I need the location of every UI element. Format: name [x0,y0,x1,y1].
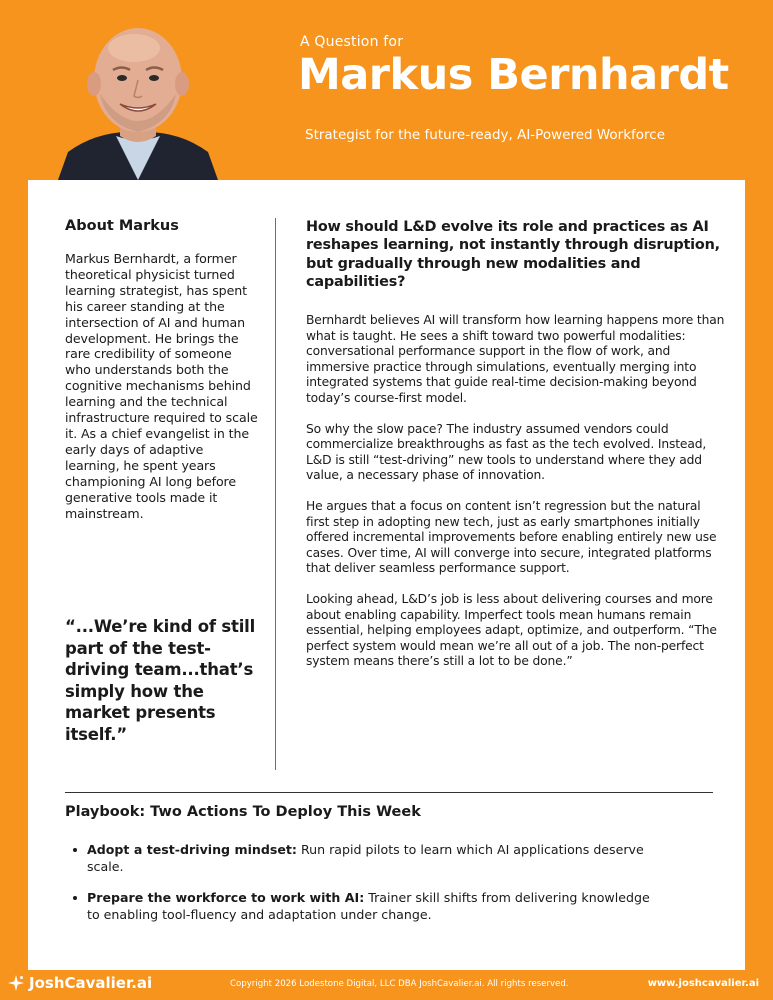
header-kicker: A Question for [300,34,404,50]
header [0,0,773,180]
content-card [28,180,745,970]
brand-logo[interactable] [8,974,152,992]
website-link[interactable]: www.joshcavalier.ai [647,978,759,989]
main-paragraph: He argues that a focus on content isn’t regression but the natural first step in adopting new tech, just as early smartphones initially offered incremental improvements before enabling entirely new use cases. Over time, AI will converge into secure, integrated platforms that deliver seamless performance support. [306,499,717,576]
header-tagline: Strategist for the future-ready, AI-Powered Workforce [305,127,666,143]
list-item [65,842,665,875]
sparkle-icon [8,975,24,991]
main-paragraph: Bernhardt believes AI will transform how learning happens more than what is taught. He sees a shift toward two powerful modalities: conversational performance support in the flow of work, and immersive practice through simulations, eventually merging into integrated systems that guide real-time decision-making beyond today’s course-first model. [306,313,725,405]
main-paragraph: So why the slow pace? The industry assumed vendors could commercialize breakthroughs as fast as the tech evolved. Instead, L&D is still “test-driving” new tools to understand where they add value, a necessary phase of innovation. [306,421,707,483]
main-paragraph: Looking ahead, L&D’s job is less about delivering courses and more about enabling capability. Imperfect tools mean humans remain essential, helping employees adapt, optimize, and outperform. “The perfect system would mean we’re all out of a job. The non-perfect system means there’s still a lot to be done.” [306,592,717,669]
playbook-section [65,804,715,938]
playbook-list [65,842,715,923]
brand-logo-text: JoshCavalier.ai [29,974,153,992]
about-body: Markus Bernhardt, a former theoretical physicist turned learning strategist, has spent his career standing at the intersection of AI and human development. He brings the rare credibility of someone who understands both the cognitive mechanisms behind learning and the technical infrastructure required to scale it. As a chief evangelist in the early days of adaptive learning, he spent years championing AI long before generative tools made it mainstream. [65,251,258,521]
playbook-item-text: Run rapid pilots to learn which AI applications deserve scale. [87,842,644,874]
copyright-text: Copyright 2026 Lodestone Digital, LLC DBA JoshCavalier.ai. All rights reserved. [230,979,569,989]
playbook-item-text: Trainer skill shifts from delivering knowledge to enabling tool-fluency and adaptation under change. [87,890,650,922]
page-title: Markus Bernhardt [298,50,729,100]
list-item [65,890,665,923]
playbook-heading: Playbook: Two Actions To Deploy This Week [65,804,421,820]
pull-quote: “...We’re kind of still part of the test-driving team...that’s simply how the market presents itself.” [65,617,256,744]
question-heading: How should L&D evolve its role and practices as AI reshapes learning, not instantly through disruption, but gradually through new modalities and capabilities? [306,219,720,290]
main-section [306,218,726,685]
about-section [65,218,260,521]
horizontal-divider [65,792,713,793]
vertical-divider [275,218,276,770]
portrait-photo [58,12,218,180]
footer [0,970,773,1000]
playbook-item-title: Prepare the workforce to work with AI: [87,890,365,905]
playbook-item-title: Adopt a test-driving mindset: [87,842,297,857]
about-heading: About Markus [65,218,179,234]
